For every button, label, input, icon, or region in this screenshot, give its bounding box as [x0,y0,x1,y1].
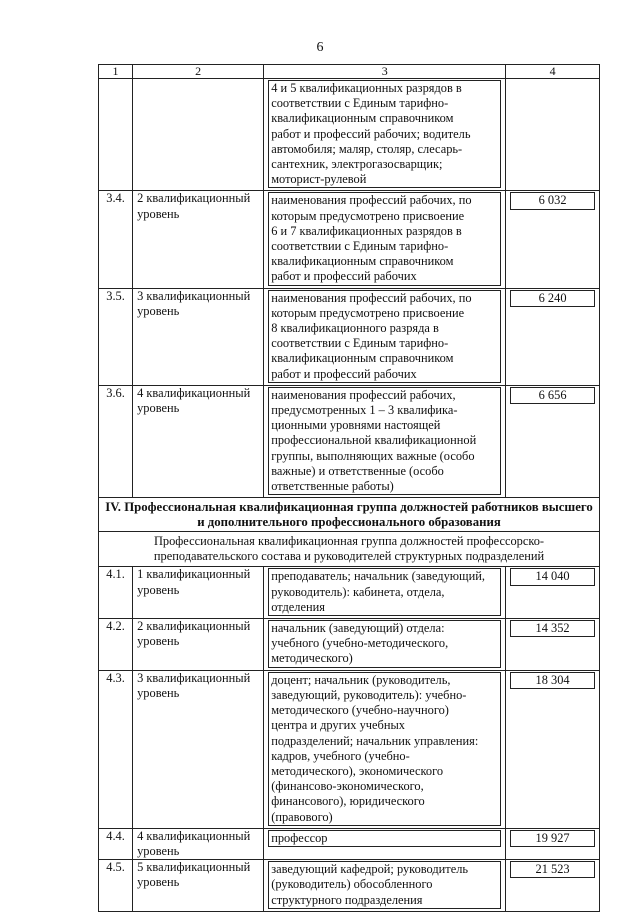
description-line: группы, выполняющих важные (особо [271,448,475,463]
qualification-level-line: 5 квалификационный [137,860,251,875]
row-number: 4.4. [99,828,133,859]
description-box [268,192,501,285]
description-line: 6 и 7 квалификационных разрядов в [271,223,462,238]
description-line: методического), экономического [271,763,444,778]
description-line: кадров, учебного (учебно- [271,748,410,763]
salary-cell [506,288,600,385]
description-line: (финансово-экономического, [271,779,424,794]
profession-description [264,828,506,859]
qualification-level-line: 4 квалификационный [137,385,251,400]
qualification-level-line: 3 квалификационный [137,670,251,685]
description-line: которым предусмотрено присвоение [271,208,465,223]
table-row [99,385,600,497]
salary-cell [506,670,600,828]
row-number: 3.6. [99,385,133,497]
salary-cell [506,79,600,191]
description-line: предусмотренных 1 – 3 квалифика- [271,403,458,418]
column-header: 1 [99,65,133,79]
qualification-level [133,828,264,859]
section-heading-row [99,498,600,532]
table-row [99,288,600,385]
description-line: которым предусмотрено присвоение [271,305,465,320]
row-number: 4.3. [99,670,133,828]
salary-cell [506,385,600,497]
subgroup-heading-line: Профессиональная квалификационная группа должностей профессорско- [153,534,545,549]
qualification-level-line: уровень [137,685,180,700]
qualification-level-line: уровень [137,303,180,318]
description-line: заведующий, руководитель): учебно- [271,687,467,702]
qualification-level [133,288,264,385]
description-box [268,387,501,495]
description-line: работ и профессий рабочих [271,269,417,284]
salary-value: 6 656 [510,387,595,404]
table-row [99,828,600,859]
description-box [268,80,501,188]
profession-description [264,191,506,288]
profession-description [264,385,506,497]
qualification-level-line: уровень [137,634,180,649]
table-header-row [99,65,600,79]
description-line: ционными уровнями настоящей [271,418,441,433]
row-number: 4.1. [99,567,133,619]
description-line: работ и профессий рабочих; водитель [271,126,471,141]
description-box [268,290,501,383]
description-line: отделения [271,599,325,614]
qualification-level-line: 2 квалификационный [137,619,251,634]
description-line: квалификационным справочником [271,351,454,366]
description-line: профессиональной квалификационной [271,433,477,448]
description-line: учебного (учебно-методического, [271,636,449,651]
qualification-level-line: 3 квалификационный [137,288,251,303]
description-line: квалификационным справочником [271,111,454,126]
profession-description [264,79,506,191]
salary-value: 14 352 [510,620,595,637]
section-heading-line: и дополнительного профессионального образования [197,514,501,529]
description-line: важные) и ответственные (особо [271,463,444,478]
table-body-section-iv [99,498,600,567]
description-line: (правового) [271,809,333,824]
subgroup-heading [99,532,600,567]
row-number: 4.2. [99,619,133,671]
description-line: методического (учебно-научного) [271,703,449,718]
section-heading-line: IV. Профессиональная квалификационная группа должностей работников высшего [105,500,593,515]
qualification-level [133,79,264,191]
description-line: соответствии с Единым тарифно- [271,239,449,254]
description-line: структурного подразделения [271,892,423,907]
description-line: соответствии с Единым тарифно- [271,96,449,111]
description-line: (руководитель) обособленного [271,877,433,892]
description-line: 8 квалификационного разряда в [271,321,439,336]
description-box [268,861,501,909]
salary-value: 6 240 [510,290,595,307]
table-body-group-4 [99,567,600,911]
description-line: финансового), юридического [271,794,425,809]
description-line: преподаватель; начальник (заведующий, [271,569,485,584]
column-header: 4 [506,65,600,79]
qualification-level-line: уровень [137,401,180,416]
salary-table [98,64,600,912]
description-line: автомобиля; маляр, столяр, слесарь- [271,141,463,156]
qualification-level [133,567,264,619]
description-line: соответствии с Единым тарифно- [271,336,449,351]
description-line: руководитель): кабинета, отдела, [271,584,445,599]
page-number: 6 [316,40,324,55]
table-row [99,79,600,191]
description-box [268,568,501,616]
description-line: начальник (заведующий) отдела: [271,621,445,636]
salary-value: 18 304 [510,672,595,689]
qualification-level-line: 1 квалификационный [137,567,251,582]
description-line: профессор [271,830,328,845]
profession-description [264,860,506,912]
qualification-level-line: уровень [137,206,180,221]
qualification-level [133,385,264,497]
description-line: 4 и 5 квалификационных разрядов в [271,81,462,95]
description-line: методического) [271,651,353,666]
qualification-level-line: 4 квалификационный [137,828,251,843]
table-body-group-3 [99,79,600,498]
salary-cell [506,619,600,671]
description-box [268,672,501,826]
description-box [268,620,501,668]
row-number: 3.5. [99,288,133,385]
salary-cell [506,567,600,619]
salary-value: 6 032 [510,192,595,209]
description-line: наименования профессий рабочих, [271,387,456,402]
row-number: 3.4. [99,191,133,288]
qualification-level [133,860,264,912]
description-line: ответственные работы) [271,479,394,494]
qualification-level-line: 2 квалификационный [137,191,251,206]
table-row [99,670,600,828]
qualification-level-line: уровень [137,843,180,858]
description-line: доцент; начальник (руководитель, [271,672,451,687]
column-header: 2 [133,65,264,79]
profession-description [264,670,506,828]
qualification-level-line: уровень [137,875,180,890]
profession-description [264,288,506,385]
qualification-level-line: уровень [137,582,180,597]
description-line: сантехник, электрогазосварщик; [271,157,443,172]
qualification-level [133,191,264,288]
profession-description [264,567,506,619]
salary-cell [506,860,600,912]
salary-cell [506,191,600,288]
profession-description [264,619,506,671]
column-header: 3 [264,65,506,79]
description-line: наименования профессий рабочих, по [271,193,472,208]
salary-cell [506,828,600,859]
qualification-level [133,619,264,671]
description-line: наименования профессий рабочих, по [271,290,472,305]
row-number: 4.5. [99,860,133,912]
table-row [99,619,600,671]
salary-value: 21 523 [510,861,595,878]
salary-value: 14 040 [510,568,595,585]
table-row [99,191,600,288]
description-line: центра и других учебных [271,718,405,733]
section-heading [99,498,600,532]
table-row [99,567,600,619]
subgroup-heading-line: преподавательского состава и руководителей структурных подразделений [153,549,545,564]
description-box [268,830,501,847]
description-line: заведующий кафедрой; руководитель [271,862,469,877]
salary-value: 19 927 [510,830,595,847]
description-line: моторист-рулевой [271,172,367,187]
description-line: квалификационным справочником [271,254,454,269]
subgroup-heading-row [99,532,600,567]
description-line: подразделений; начальник управления: [271,733,479,748]
table-row [99,860,600,912]
row-number [99,79,133,191]
description-line: работ и профессий рабочих [271,366,417,381]
qualification-level [133,670,264,828]
